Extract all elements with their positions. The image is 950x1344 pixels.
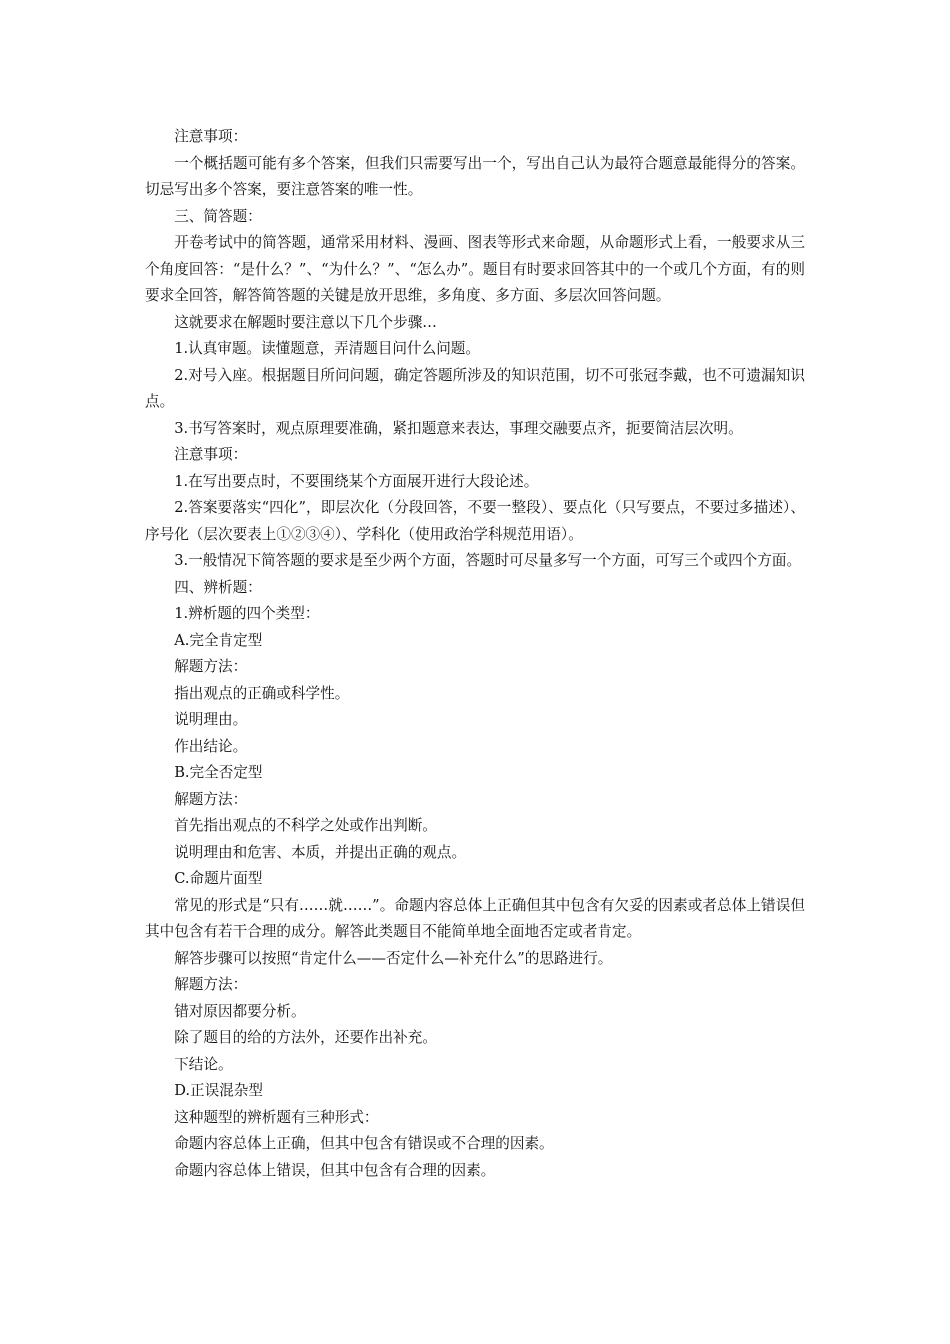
paragraph: 首先指出观点的不科学之处或作出判断。 bbox=[174, 817, 437, 834]
subheading: D.正误混杂型 bbox=[174, 1082, 263, 1099]
paragraph: 解题方法： bbox=[174, 658, 248, 675]
subheading: A.完全肯定型 bbox=[174, 631, 263, 649]
list-item: 3.一般情况下简答题的要求是至少两个方面，答题时可尽量多写一个方面，可写三个或四个方面。 bbox=[174, 552, 802, 569]
paragraph: 这种题型的辨析题有三种形式： bbox=[174, 1108, 379, 1126]
paragraph: 解题方法： bbox=[174, 790, 248, 808]
paragraph: 命题内容总体上错误，但其中包含有合理的因素。 bbox=[174, 1161, 496, 1179]
paragraph: 注意事项： bbox=[174, 128, 248, 145]
list-item: 1.辨析题的四个类型： bbox=[174, 605, 320, 622]
paragraph: 解题方法： bbox=[174, 976, 248, 993]
list-item: 2.对号入座。根据题目所问问题，确定答题所涉及的知识范围，切不可张冠李戴，也不可遗漏知识点。 bbox=[145, 366, 805, 410]
paragraph: 这就要求在解题时要注意以下几个步骤… bbox=[174, 313, 437, 331]
paragraph: 解答步骤可以按照“肯定什么——否定什么—补充什么”的思路进行。 bbox=[174, 949, 613, 967]
paragraph: 注意事项： bbox=[174, 446, 248, 463]
paragraph: 命题内容总体上正确，但其中包含有错误或不合理的因素。 bbox=[174, 1135, 554, 1152]
paragraph: 作出结论。 bbox=[174, 737, 248, 755]
document-body bbox=[145, 124, 805, 1184]
paragraph: 除了题目的给的方法外，还要作出补充。 bbox=[174, 1029, 437, 1046]
subheading: C.命题片面型 bbox=[174, 870, 263, 887]
subheading: B.完全否定型 bbox=[174, 764, 263, 781]
paragraph: 下结论。 bbox=[174, 1055, 233, 1073]
paragraph: 错对原因都要分析。 bbox=[174, 1002, 306, 1020]
paragraph: 指出观点的正确或科学性。 bbox=[174, 684, 350, 702]
list-item: 1.在写出要点时，不要围绕某个方面展开进行大段论述。 bbox=[174, 472, 539, 490]
section-heading: 四、辨析题： bbox=[174, 578, 262, 596]
paragraph: 说明理由。 bbox=[174, 711, 248, 728]
list-item: 2.答案要落实“四化”，即层次化（分段回答，不要一整段）、要点化（只写要点，不要过多描述）、序号化（层次要表上①②③④）、学科化（使用政治学科规范用语）。 bbox=[145, 499, 805, 543]
list-item: 1.认真审题。读懂题意，弄清题目问什么问题。 bbox=[174, 340, 480, 357]
paragraph: 常见的形式是“只有……就……”。命题内容总体上正确但其中包含有欠妥的因素或者总体上错误但其中包含有若干合理的成分。解答此类题目不能简单地全面地否定或者肯定。 bbox=[145, 896, 805, 940]
paragraph: 一个概括题可能有多个答案，但我们只需要写出一个，写出自己认为最符合题意最能得分的答案。切忌写出多个答案，要注意答案的唯一性。 bbox=[145, 154, 805, 198]
paragraph: 说明理由和危害、本质，并提出正确的观点。 bbox=[174, 843, 467, 861]
paragraph: 开卷考试中的简答题，通常采用材料、漫画、图表等形式来命题，从命题形式上看，一般要求从三个角度回答：“是什么？”、“为什么？”、“怎么办”。题目有时要求回答其中的一个或几个方面，有的则要求全回答，解答简答题的关键是放开思维，多角度、多方面、多层次回答问题。 bbox=[145, 234, 805, 304]
section-heading: 三、简答题： bbox=[174, 207, 262, 225]
list-item: 3.书写答案时，观点原理要准确，紧扣题意来表达，事理交融要点齐，扼要简洁层次明。 bbox=[174, 419, 743, 437]
